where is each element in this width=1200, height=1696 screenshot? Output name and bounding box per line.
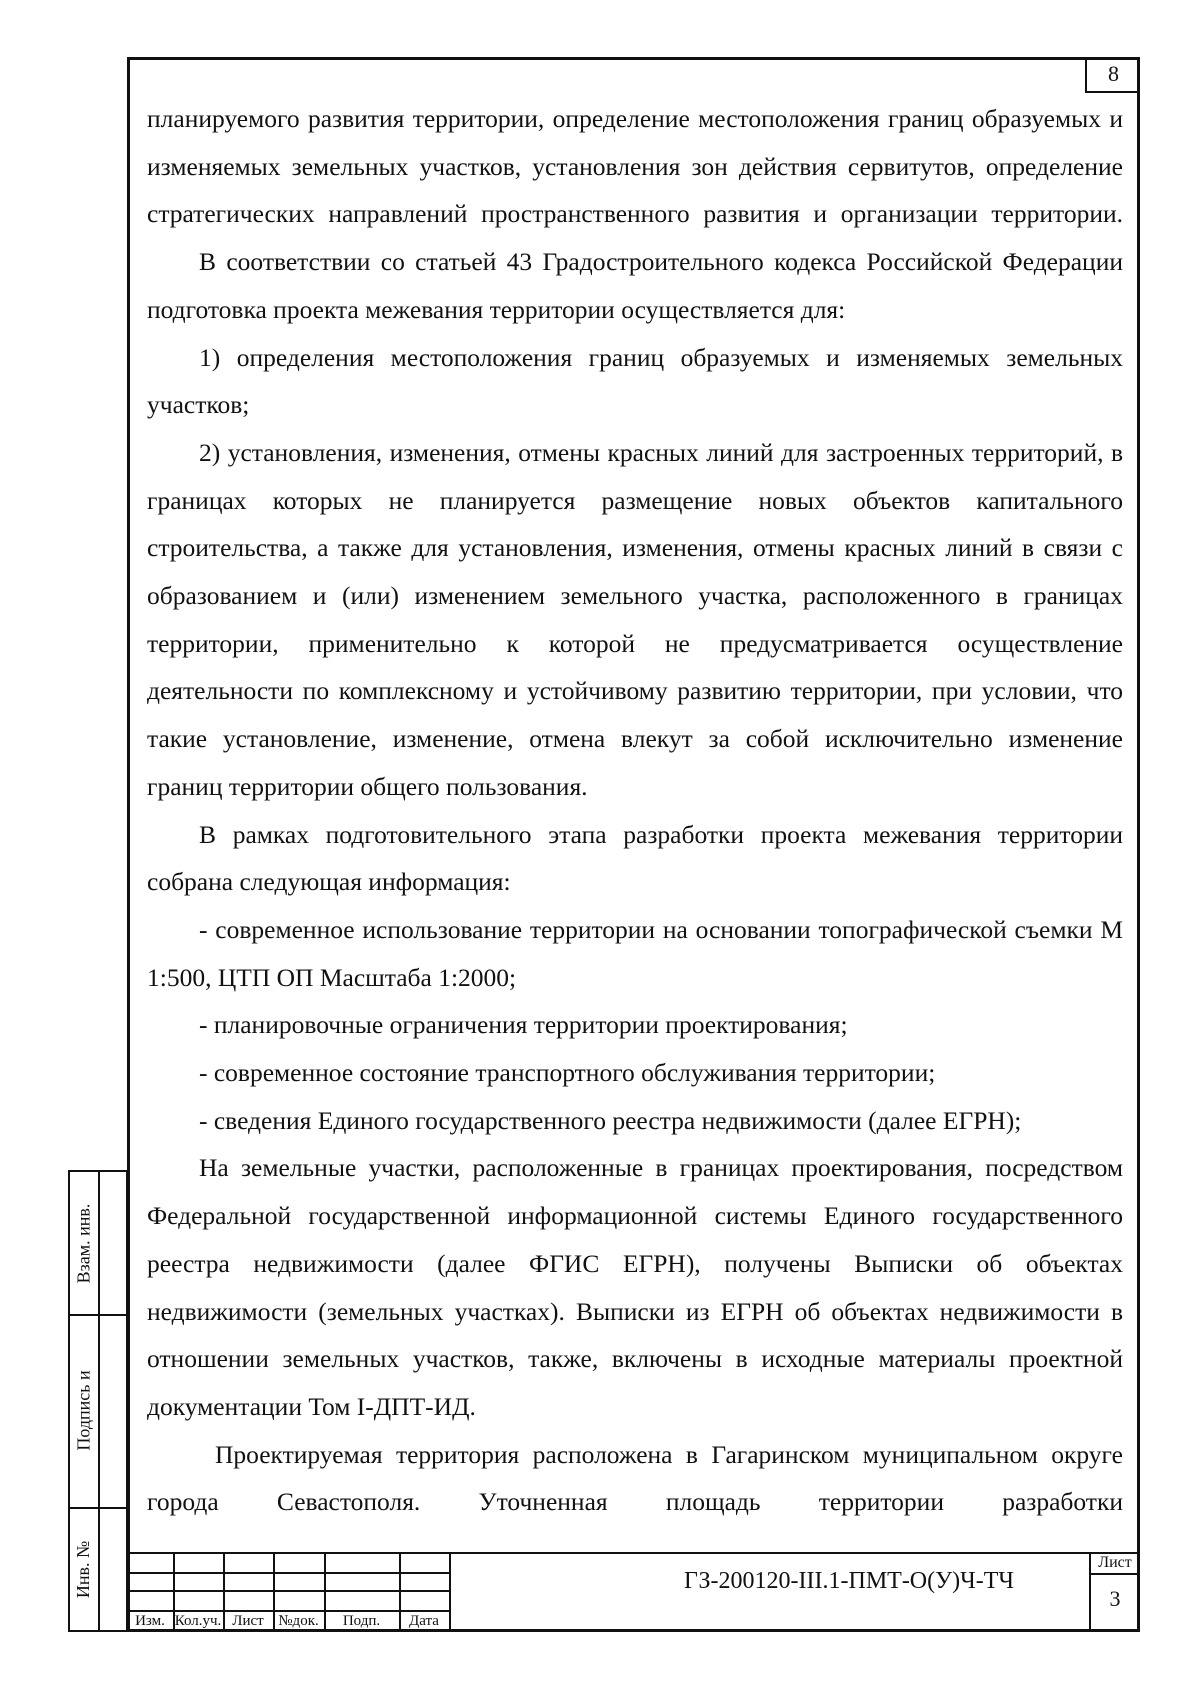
signature-date-label: Подпись и <box>73 1370 94 1451</box>
header-izm: Изм. <box>135 1613 165 1629</box>
paragraph-4: На земельные участки, расположенные в границах проектирования, посредством Федеральной государственной информационной системы Единого государственного реестра недвижимости (далее ФГИС ЕГРН), получены Выписки об объектах недвижимости (земельных участках). Выписки из ЕГРН об объектах недвижимости в отношении земельных участков, также, включены в исходные материалы проектной документации Том I-ДПТ-ИД. <box>147 1153 1123 1421</box>
paragraph-2: В соответствии со статьей 43 Градостроительного кодекса Российской Федерации подготовка проекта межевания территории осуществляется для: <box>147 247 1123 324</box>
vzam-inv-label: Взам. инв. <box>73 1203 94 1283</box>
header-list: Лист <box>232 1613 264 1629</box>
info-item-1: - современное использование территории на основании топографической съемки М 1:500, ЦТП ОП Масштаба 1:2000; <box>147 914 1123 992</box>
paragraph-5: Проектируемая территория расположена в Гагаринском муниципальном округе города Севастополя. Уточненная площадь территории разработки <box>147 1439 1123 1517</box>
body-text <box>147 95 1123 1526</box>
header-data: Дата <box>409 1613 439 1629</box>
paragraph-3: В рамках подготовительного этапа разработки проекта межевания территории собрана следующая информация: <box>147 819 1123 897</box>
paragraph-1: планируемого развития территории, определение местоположения границ образуемых и изменяемых земельных участков, установления зон действия сервитутов, определение стратегических направлений пространственного развития и организации территории. <box>147 104 1123 229</box>
document-code: ГЗ-200120-III.1-ПМТ-О(У)Ч-ТЧ <box>684 1568 1014 1594</box>
info-item-3: - современное состояние транспортного обслуживания территории; <box>199 1058 936 1088</box>
side-stamp <box>68 1170 128 1632</box>
header-podp: Подп. <box>342 1613 381 1629</box>
info-item-2: - планировочные ограничения территории проектирования; <box>199 1010 848 1040</box>
sheet-label: Лист <box>1098 1554 1132 1571</box>
header-kol-uch: Кол.уч. <box>174 1613 222 1629</box>
info-item-4: - сведения Единого государственного реестра недвижимости (далее ЕГРН); <box>199 1105 1022 1135</box>
page-number: 8 <box>1085 57 1140 93</box>
list-item-2: 2) установления, изменения, отмены красных линий для застроенных территорий, в границах которых не планируется размещение новых объектов капитального строительства, а также для установления, изменения, отмены красных линий в связи с образованием и (или) изменением земельного участка, расположенного в границах территории, применительно к которой не предусматривается осуществление деятельности по комплексному и устойчивому развитию территории, при условии, что такие установление, изменение, отмена влекут за собой исключительно изменение границ территории общего пользования. <box>147 437 1123 801</box>
sheet-number: 3 <box>1109 1586 1121 1611</box>
list-item-1: 1) определения местоположения границ образуемых и изменяемых земельных участков; <box>147 342 1123 420</box>
inventory-number-label: Инв. № <box>73 1540 94 1599</box>
header-no-dok: №док. <box>278 1613 319 1629</box>
title-block <box>127 1553 1140 1632</box>
